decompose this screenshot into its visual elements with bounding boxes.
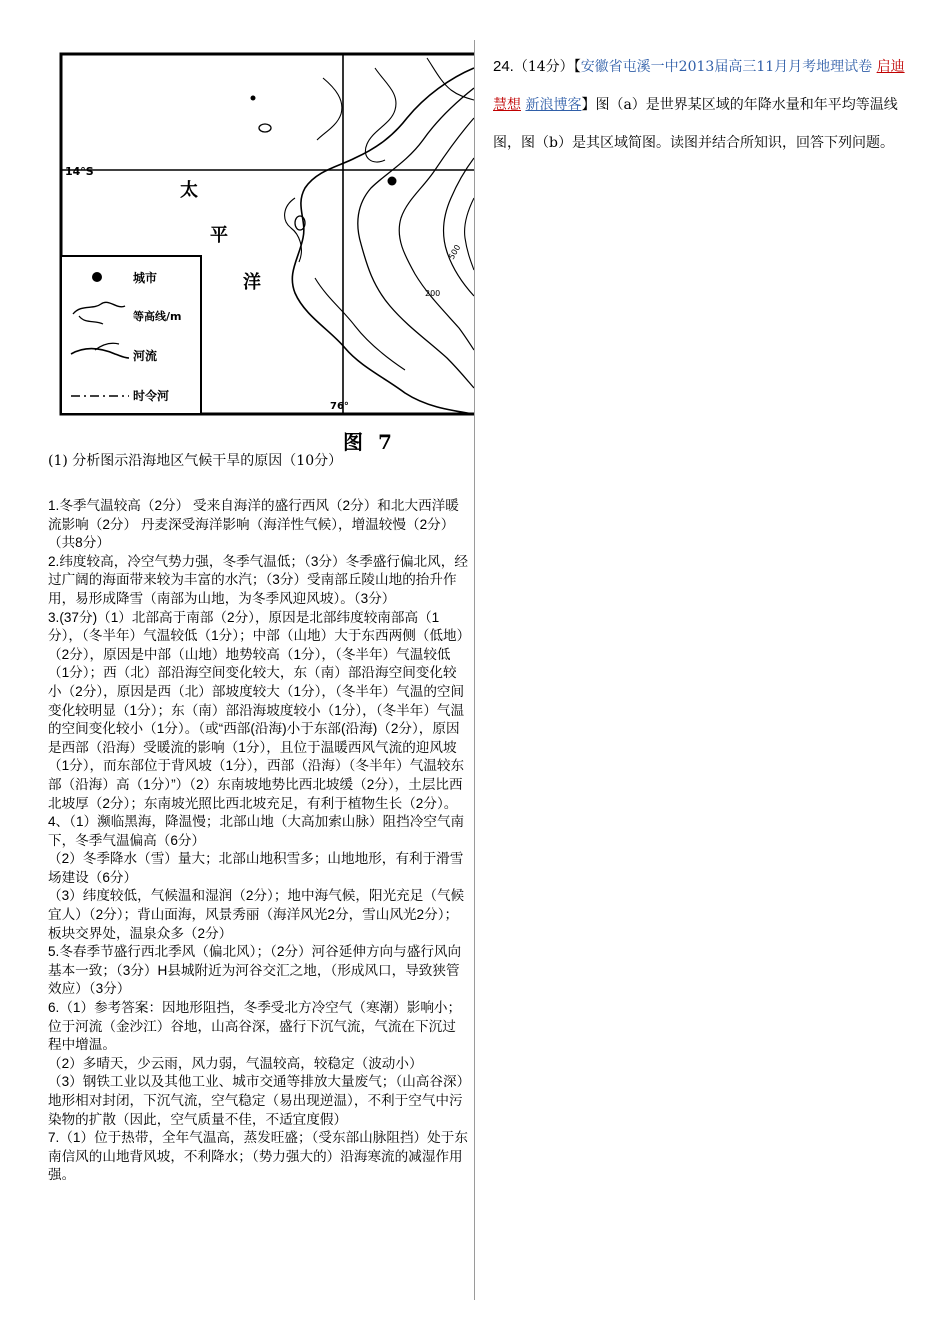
answer-item: 6.（1）参考答案：因地形阻挡，冬季受北方冷空气（寒潮）影响小；位于河流（金沙江）谷地，山高谷深，盛行下沉气流，气流在下沉过程中增温。 <box>48 1000 462 1053</box>
answer-item: 4、（1）濒临黑海，降温慢；北部山地（大高加索山脉）阻挡冷空气南下，冬季气温偏高（6分） <box>48 814 465 848</box>
legend-city-icon <box>92 272 102 282</box>
latitude-label: 14°S <box>65 165 94 178</box>
legend-city-label: 城市 <box>133 271 158 285</box>
contour-label-200: 200 <box>425 289 441 298</box>
answer-item: （3）钢铁工业以及其他工业、城市交通等排放大量废气；（山高谷深）地形相对封闭，下沉气流，空气稳定（易出现逆温），不利于空气中污染物的扩散（因此，空气质量不佳，不适宜度假） <box>48 1074 464 1127</box>
contour-label-500: 500 <box>446 243 463 261</box>
answer-item: 2.纬度较高，冷空气势力强，冬季气温低；（3分）冬季盛行偏北风，经过广阔的海面带来较为丰富的水汽；（3分）受南部丘陵山地的抬升作用，易形成降雪（南部为山地，为冬季风迎风坡）。（3分） <box>48 553 468 606</box>
source-link-qidi[interactable]: 启迪慧想 <box>493 59 905 113</box>
sea-char-1: 太 <box>180 180 198 201</box>
answer-item: 1.冬季气温较高（2分） 受来自海洋的盛行西风（2分）和北大西洋暖流影响（2分） 丹麦深受海洋影响（海洋性气候），增温较慢（2分） （共8分） <box>48 498 459 551</box>
sea-char-3: 洋 <box>243 272 261 293</box>
map-figure <box>55 48 474 420</box>
answer-item: （2）多晴天，少云雨，风力弱，气温较高，较稳定（波动小） <box>48 1055 423 1071</box>
contour-map <box>55 48 474 420</box>
question-number: 24. <box>493 58 514 75</box>
answer-item: 5.冬春季节盛行西北季风（偏北风）；（2分）河谷延伸方向与盛行风向基本一致；（3分）H县城附近为河谷交汇之地，（形成风口，导致狭管效应）（3分） <box>48 944 462 997</box>
question-intro <box>493 48 913 162</box>
source-bracket-open: 【 <box>573 59 581 75</box>
source-bracket-close: 】 <box>581 97 596 113</box>
legend-contour-label: 等高线/m <box>133 310 182 323</box>
answer-item: （2）冬季降水（雪）量大；北部山地积雪多；山地地形，有利于滑雪场建设（6分） <box>48 851 464 885</box>
question-prompt: (1) 分析图示沿海地区气候干旱的原因（10分） <box>48 453 343 469</box>
question-body: 图（a）是世界某区域的年降水量和年平均等温线图，图（b）是其区域简图。读图并结合所知识，回答下列问题。 <box>493 97 898 151</box>
legend-seasonal-river-label: 时令河 <box>133 389 170 403</box>
column-divider <box>474 40 475 1300</box>
longitude-label: 76° <box>330 401 349 412</box>
answer-list <box>48 497 468 1185</box>
sea-char-2: 平 <box>210 225 228 246</box>
legend-river-label: 河流 <box>133 349 158 363</box>
answer-item: 7.（1）位于热带，全年气温高，蒸发旺盛；（受东部山脉阻挡）处于东南信风的山地背风坡，不利降水；（势力强大的）沿海寒流的减湿作用强。 <box>48 1130 468 1183</box>
answer-item: 3.(37分)（1）北部高于南部（2分），原因是北部纬度较南部高（1分），（冬半年）气温较低（1分）；中部（山地）大于东西两侧（低地）（2分），原因是中部（山地）地势较高（1分），（冬半年）气温较低（1分）；西（北）部沿海空间变化较大，东（南）部沿海空间变化较小（2分），原因是西（北）部坡度较大（1分），（冬半年）气温的空间变化较明显（1分）；东（南）部沿海坡度较小（1分），（冬半年）气温的空间变化较小（1分）。（或“西部(沿海)小于东部(沿海)（2分），原因是西部（沿海）受暖流的影响（1分），且位于温暖西风气流的迎风坡（1分），而东部位于背风坡（1分），西部（沿海）（冬半年）气温较东部（沿海）高（1分）”）（2）东南坡地势比西北坡缓（2分），土层比西北坡厚（2分）；东南坡光照比西北坡充足，有利于植物生长（2分）。 <box>48 609 465 811</box>
city-marker <box>388 177 397 186</box>
figure-caption: 图 7 <box>343 430 396 454</box>
source-title: 安徽省屯溪一中2013届高三11月月考地理试卷 <box>580 59 873 75</box>
question-points: （14分） <box>513 59 574 75</box>
answer-item: （3）纬度较低，气候温和湿润（2分）；地中海气候，阳光充足（气候宜人）（2分）；背山面海，风景秀丽（海洋风光2分，雪山风光2分）；板块交界处，温泉众多（2分） <box>48 888 465 941</box>
source-link-sina-blog[interactable]: 新浪博客 <box>525 97 582 113</box>
map-legend <box>61 256 201 414</box>
